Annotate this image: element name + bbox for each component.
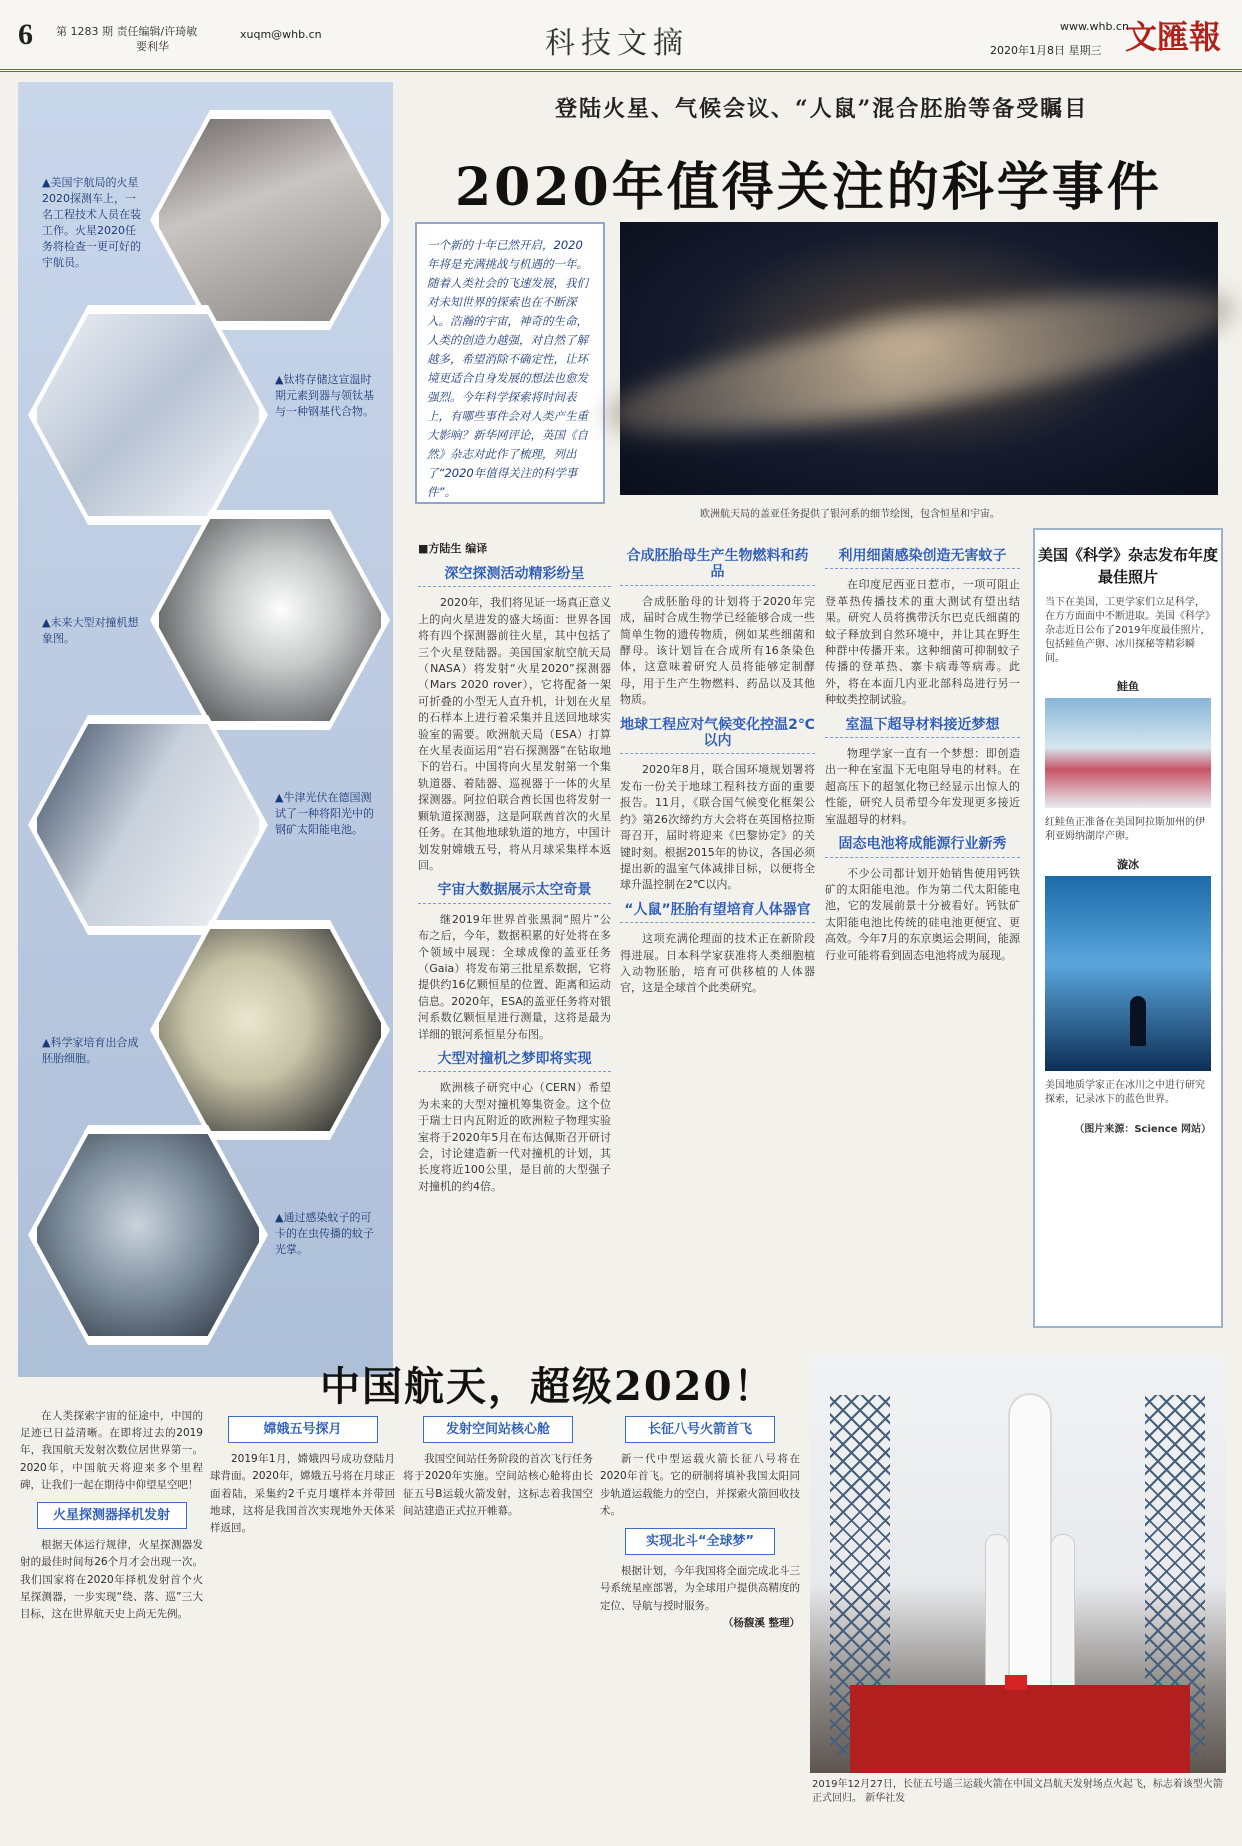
article-body: 合成胚胎母的计划将于2020年完成，届时合成生物学已经能够合成一些简单生物的遗传物质，例如某些细菌和酵母。该计划旨在合成所有16条染色体，这意味着研究人员将能够定制酵母，用于生产生物燃料、药品以及其他物质。 bbox=[620, 594, 815, 707]
rocket-launch-photo bbox=[810, 1355, 1226, 1773]
section-title: 火星探测器择机发射 bbox=[37, 1502, 187, 1529]
feature-headline: 2020年值得关注的科学事件 bbox=[455, 157, 1162, 218]
editor-email: xuqm@whb.cn bbox=[240, 28, 322, 41]
section-title: 嫦娥五号探月 bbox=[228, 1416, 378, 1443]
ice-cave-photo bbox=[1045, 876, 1211, 1071]
science-photos-box bbox=[1033, 528, 1223, 1328]
section-body: 2019年1月，嫦娥四号成功登陆月球背面。2020年，嫦娥五号将在月球正面着陆，采集约2千克月壤样本并带回地球，这将是我国首次实现地外天体采样返回。 bbox=[210, 1453, 395, 1535]
article-body: 2020年8月，联合国环境规划署将发布一份关于地球工程科技方面的重要报告。11月，《联合国气候变化框架公约》第26次缔约方大会将在英国格拉斯哥召开，届时将迎来《巴黎协定》的关键时刻。根据2015年的协议，各国必须提出新的温室气体减排目标，以便将全球升温控制在2℃以内。 bbox=[620, 763, 815, 892]
caption-embryo: ▲科学家培育出合成胚胎细胞。 bbox=[42, 1036, 139, 1065]
caption-collider: ▲未来大型对撞机想象图。 bbox=[42, 616, 139, 645]
article-body: 物理学家一直有一个梦想：即创造出一种在室温下无电阻导电的材料。在超高压下的超氢化物已经显示出惊人的性能，研究人员希望今年发现更多接近室温超导的材料。 bbox=[825, 747, 1020, 826]
article-title: 室温下超导材料接近梦想 bbox=[825, 717, 1020, 738]
space-column-4 bbox=[600, 1408, 800, 1838]
article-title: 利用细菌感染创造无害蚊子 bbox=[825, 548, 1020, 569]
article-body: 2020年，我们将见证一场真正意义上的向火星进发的盛大场面：世界各国将有四个探测器前往火星，其中包括了三个火星登陆器。美国国家航空航天局（NASA）将发射“火星2020”探测器（Mars 2020 rover），它将配备一架可折叠的小型无人直升机，计划在火星的石样本上进行着采集并且送回地球实验室的需要。欧洲航天局（ESA）打算在火星表面运用“岩石探测器”在钻取地下的岩石。中国将向火星发射第一个集轨道器、着陆器、巡视器于一体的火星探测器。阿拉伯联合酋长国也将发射一颗轨道探测器，这是阿联酋首次的火星任务。在其他地球轨道的地方，中国计划发射嫦娥五号，将从月球采集样本返回。 bbox=[418, 596, 611, 872]
page-number: 6 bbox=[18, 18, 33, 51]
issue-info bbox=[56, 24, 197, 54]
website: www.whb.cn bbox=[1060, 20, 1129, 33]
editor-line: 要利华 bbox=[136, 40, 169, 53]
article-body: 这项充满伦理面的技术正在新阶段得进展。日本科学家获准将人类细胞植入动物胚胎，培育可供移植的人体器官，这是全球首个此类研究。 bbox=[620, 932, 815, 995]
box-intro: 当下在美国，工更学家们立足科学，在方方面面中不断进取。美国《科学》杂志近日公布了2019年度最佳照片，包括鲑鱼产卵、冰川探秘等精彩瞬间。 bbox=[1045, 597, 1211, 664]
section-body: 根据计划，今年我国将全面完成北斗三号系统星座部署，为全球用户提供高精度的定位、导航与授时服务。 bbox=[600, 1565, 800, 1612]
article-title: 合成胚胎母生产生物燃料和药品 bbox=[620, 548, 815, 586]
article-column-3 bbox=[825, 540, 1020, 1328]
article-title: 深空探测活动精彩纷呈 bbox=[418, 566, 611, 587]
section-title: 发射空间站核心舱 bbox=[423, 1416, 573, 1443]
article-title: 地球工程应对气候变化控温2℃以内 bbox=[620, 717, 815, 755]
section-body: 我国空间站任务阶段的首次飞行任务将于2020年实施。空间站核心舱将由长征五号B运载火箭发射，这标志着我国空间站建造正式拉开帷幕。 bbox=[403, 1453, 593, 1517]
article-body: 继2019年世界首张黑洞“照片”公布之后，今年，数据积累的好处将在多个领域中展现：全球成像的盖亚任务（Gaia）将发布第三批星系数据，它将提供约16亿颗恒星的位置、距离和运动信息。2020年，ESA的盖亚任务将对银河系数亿颗恒星进行测量，这将是最为详细的银河系恒星分布图。 bbox=[418, 912, 611, 1041]
issue-line: 第 1283 期 责任编辑/许琦敏 bbox=[56, 25, 198, 38]
section-title: 长征八号火箭首飞 bbox=[625, 1416, 775, 1443]
ice-caption: 美国地质学家正在冰川之中进行研究探索，记录冰下的蓝色世界。 bbox=[1045, 1080, 1205, 1105]
space-column-3 bbox=[403, 1408, 593, 1838]
article-title: 固态电池将成能源行业新秀 bbox=[825, 836, 1020, 857]
rocket-caption: 2019年12月27日，长征五号遥三运载火箭在中国文昌航天发射场点火起飞，标志着该型火箭正式回归。 新华社发 bbox=[812, 1779, 1223, 1804]
author: （杨馥溪 整理） bbox=[722, 1616, 800, 1629]
china-space-headline: 中国航天，超级2020！ bbox=[320, 1363, 776, 1410]
photo-caption: 欧洲航天局的盖亚任务提供了银河系的细节绘图，包含恒星和宇宙。 bbox=[700, 509, 1000, 520]
caption-lanthanum: ▲钛将存储这宣温时期元素到器与领钛基与一种钢基代合物。 bbox=[275, 373, 374, 418]
article-body: 在印度尼西亚日惹市，一项可阻止登革热传播技术的重大测试有望出结果。研究人员将携带沃尔巴克氏细菌的蚊子释放到自然环境中，并让其在野生种群中传播开来。这种细菌可抑制蚊子传播的登革热、寨卡病毒等病毒。此外，将在本面几内亚北部科岛进行另一种蚊类控制试验。 bbox=[825, 578, 1020, 707]
article-title: 大型对撞机之梦即将实现 bbox=[418, 1051, 611, 1072]
article-column-1 bbox=[418, 558, 611, 1328]
masthead bbox=[0, 0, 1242, 72]
caption-solar-cell: ▲牛津光伏在德国测试了一种将阳光中的钢矿太阳能电池。 bbox=[275, 791, 374, 836]
byline: ■方陆生 编译 bbox=[418, 542, 488, 555]
article-column-2 bbox=[620, 540, 815, 1328]
space-column-1 bbox=[20, 1408, 203, 1838]
box-title: 美国《科学》杂志发布年度最佳照片 bbox=[1037, 546, 1218, 586]
caption-mosquito: ▲通过感染蚊子的可卡的在虫传播的蚊子光掌。 bbox=[275, 1211, 374, 1256]
milky-way-photo bbox=[620, 222, 1218, 495]
salmon-photo bbox=[1045, 698, 1211, 808]
photo-label-salmon: 鲑鱼 bbox=[1117, 680, 1139, 693]
issue-date: 2020年1月8日 星期三 bbox=[990, 44, 1102, 57]
article-title: “人鼠”胚胎有望培育人体器官 bbox=[620, 902, 815, 923]
feature-subhead: 登陆火星、气候会议、“人鼠”混合胚胎等备受瞩目 bbox=[555, 96, 1089, 122]
newspaper-logo: 文匯報 bbox=[1125, 18, 1222, 56]
article-body: 欧洲核子研究中心（CERN）希望为未来的大型对撞机筹集资金。这个位于瑞士日内瓦附近的欧洲粒子物理实验室将于2020年5月在布达佩斯召开研讨会，讨论建造新一代对撞机的计划，其长度将近100公里，是目前的大型强子对撞机的约4倍。 bbox=[418, 1081, 611, 1193]
photo-label-ice: 漩冰 bbox=[1117, 858, 1139, 871]
feature-intro: 一个新的十年已然开启，2020年将是充满挑战与机遇的一年。随着人类社会的飞速发展，我们对未知世界的探索也在不断深入。浩瀚的宇宙，神奇的生命，人类的创造力越强，对自然了解越多，希望消除不确定性，让环境更适合自身发展的想法也愈发强烈。今年科学探索将时间表上，有哪些事件会对人类产生重大影响？新华网评论，英国《自然》杂志对此作了梳理，列出了“2020年值得关注的科学事件”。 bbox=[415, 222, 605, 504]
space-intro: 在人类探索宇宙的征途中，中国的足迹已日益清晰。在即将过去的2019年，我国航天发射次数位居世界第一。2020年，中国航天将迎来多个里程碑，让我们一起在期待中仰望星空吧！ bbox=[20, 1410, 203, 1491]
salmon-caption: 红鲑鱼正准备在美国阿拉斯加州的伊利亚姆纳湖岸产卵。 bbox=[1045, 817, 1205, 842]
caption-mars-rover: ▲美国宇航局的火星2020探测车上，一名工程技术人员在装工作。火星2020任务将检查一更可好的宇航员。 bbox=[42, 176, 141, 269]
space-column-2 bbox=[210, 1408, 395, 1838]
section-title: 科技文摘 bbox=[545, 26, 689, 61]
photo-credit: （图片来源：Science 网站） bbox=[1074, 1124, 1211, 1135]
article-title: 宇宙大数据展示太空奇景 bbox=[418, 882, 611, 903]
section-body: 根据天体运行规律，火星探测器发射的最佳时间每26个月才会出现一次。我们国家将在2020年择机发射首个火星探测器，一步实现“绕、落、巡”三大目标，这在世界航天史上尚无先例。 bbox=[20, 1539, 203, 1621]
section-body: 新一代中型运载火箭长征八号将在2020年首飞。它的研制将填补我国太阳同步轨道运载能力的空白，并探索火箭回收技术。 bbox=[600, 1453, 800, 1517]
article-body: 不少公司都计划开始销售使用钙铁矿的太阳能电池。作为第二代太阳能电池，它的发展前景十分被看好。钙钛矿太阳能电池比传统的硅电池更便宜、更高效。今年7月的东京奥运会期间，能源行业可能将看到固态电池将成为展现。 bbox=[825, 866, 1020, 962]
section-title: 实现北斗“全球梦” bbox=[625, 1528, 775, 1555]
